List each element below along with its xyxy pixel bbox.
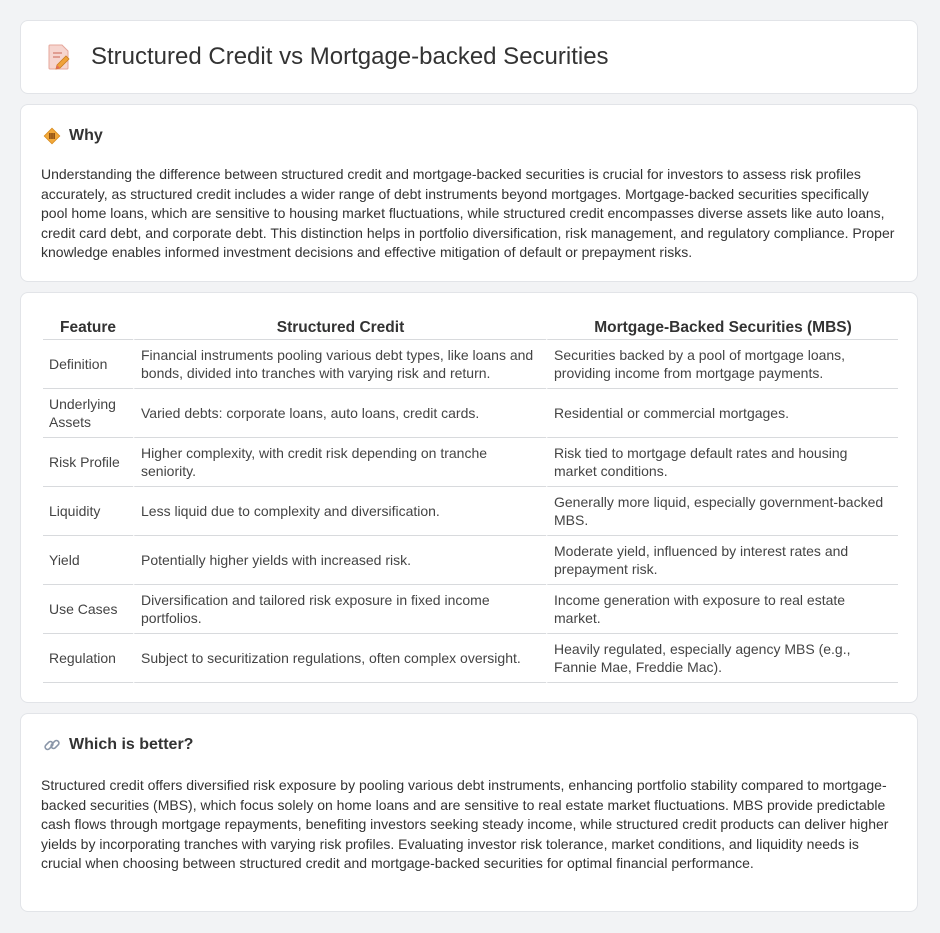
comparison-table xyxy=(43,316,898,683)
feature-cell: Definition xyxy=(43,340,133,389)
structured-credit-cell: Subject to securitization regulations, often complex oversight. xyxy=(133,634,546,683)
link-icon xyxy=(43,736,61,754)
structured-credit-cell: Varied debts: corporate loans, auto loans, credit cards. xyxy=(133,389,546,438)
structured-credit-cell: Diversification and tailored risk exposure in fixed income portfolios. xyxy=(133,585,546,634)
mbs-cell: Heavily regulated, especially agency MBS (e.g., Fannie Mae, Freddie Mac). xyxy=(546,634,898,683)
feature-cell: Risk Profile xyxy=(43,438,133,487)
why-heading: Why xyxy=(69,127,103,144)
table-row xyxy=(43,536,898,585)
mbs-cell: Residential or commercial mortgages. xyxy=(546,389,898,438)
mbs-cell: Generally more liquid, especially government-backed MBS. xyxy=(546,487,898,536)
why-text: Understanding the difference between structured credit and mortgage-backed securities is crucial for investors to assess risk profiles accurately, as structured credit includes a wider range of debt instruments beyond mortgages. Mortgage-backed securities specifically pool home loans, which are sensitive to housing market fluctuations, while structured credit encompasses diverse assets like auto loans, credit card debt, and corporate debt. This distinction helps in portfolio diversification, risk management, and regulatory compliance. Proper knowledge enables informed investment decisions and effective mitigation of default or prepayment risks. xyxy=(41,166,895,260)
table-header-row xyxy=(43,316,898,340)
better-heading: Which is better? xyxy=(69,736,194,753)
table-row xyxy=(43,340,898,389)
structured-credit-cell: Higher complexity, with credit risk depending on tranche seniority. xyxy=(133,438,546,487)
table-row xyxy=(43,585,898,634)
which-is-better-section xyxy=(20,713,918,912)
diamond-warning-icon xyxy=(43,127,61,145)
table-row xyxy=(43,438,898,487)
mbs-cell: Securities backed by a pool of mortgage loans, providing income from mortgage payments. xyxy=(546,340,898,389)
mbs-cell: Income generation with exposure to real estate market. xyxy=(546,585,898,634)
header-structured-credit: Structured Credit xyxy=(133,316,546,340)
structured-credit-cell: Potentially higher yields with increased risk. xyxy=(133,536,546,585)
document-edit-icon xyxy=(47,43,71,71)
table-row xyxy=(43,487,898,536)
better-text: Structured credit offers diversified risk exposure by pooling various debt instruments, enhancing portfolio stability compared to mortgage-backed securities (MBS), which focus solely on home loans and are sensitive to real estate market fluctuations. MBS provide predictable cash flows through mortgage repayments, benefiting investors seeking steady income, while structured credit products can deliver higher yields by incorporating tranches with varying risk profiles. Evaluating investor risk tolerance, market conditions, and liquidity needs is crucial when choosing between structured credit and mortgage-backed securities for optimal financial performance. xyxy=(41,777,889,871)
page-title: Structured Credit vs Mortgage-backed Securities xyxy=(91,43,609,70)
why-section xyxy=(20,104,918,282)
feature-cell: Underlying Assets xyxy=(43,389,133,438)
comparison-table-card xyxy=(20,292,918,703)
structured-credit-cell: Less liquid due to complexity and diversification. xyxy=(133,487,546,536)
table-row xyxy=(43,634,898,683)
structured-credit-cell: Financial instruments pooling various debt types, like loans and bonds, divided into tranches with varying risk and return. xyxy=(133,340,546,389)
feature-cell: Liquidity xyxy=(43,487,133,536)
feature-cell: Use Cases xyxy=(43,585,133,634)
mbs-cell: Moderate yield, influenced by interest rates and prepayment risk. xyxy=(546,536,898,585)
mbs-cell: Risk tied to mortgage default rates and housing market conditions. xyxy=(546,438,898,487)
table-row xyxy=(43,389,898,438)
header-mbs: Mortgage-Backed Securities (MBS) xyxy=(546,316,898,340)
title-card xyxy=(20,20,918,94)
feature-cell: Regulation xyxy=(43,634,133,683)
feature-cell: Yield xyxy=(43,536,133,585)
header-feature: Feature xyxy=(43,316,133,340)
